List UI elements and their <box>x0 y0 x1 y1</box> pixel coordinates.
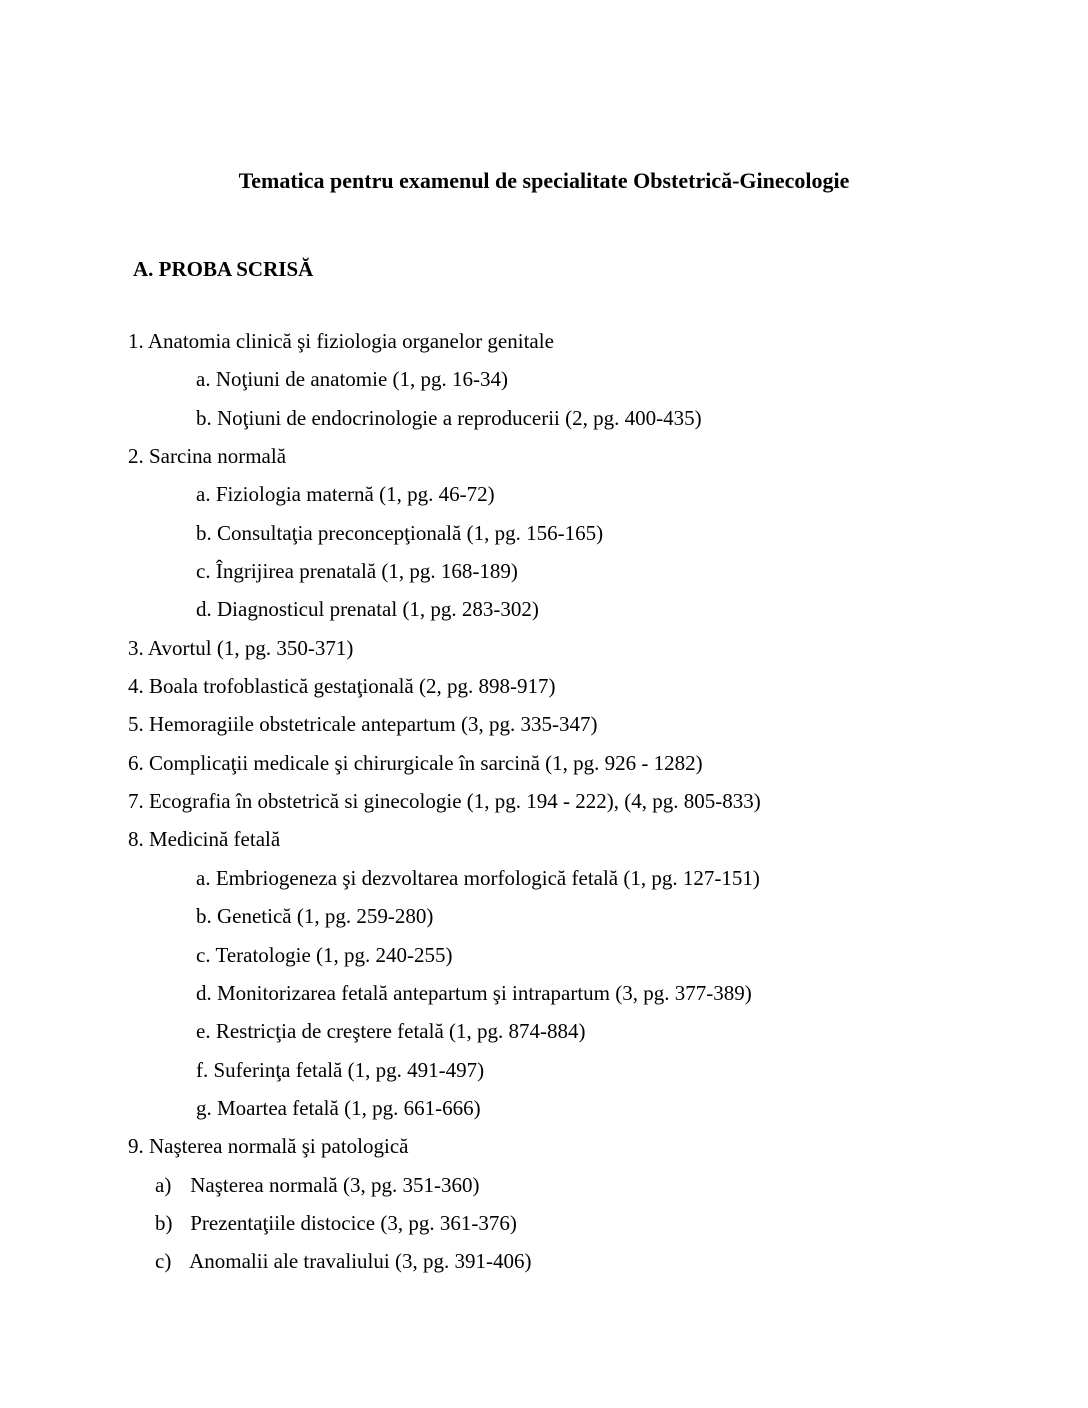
list-item <box>196 514 988 552</box>
list-item <box>196 1051 988 1089</box>
list-item <box>128 437 988 475</box>
list-item-text: Fiziologia maternă (1, pg. 46-72) <box>215 482 495 507</box>
list-item-text: Naşterea normală şi patologică <box>149 1134 409 1159</box>
list-item <box>128 667 988 705</box>
list-item-marker: b. <box>196 405 212 430</box>
list-item-text: Diagnosticul prenatal (1, pg. 283-302) <box>217 597 539 622</box>
list-item-marker: 2. <box>128 444 144 469</box>
list-item-text: Monitorizarea fetală antepartum şi intrapartum (3, pg. 377-389) <box>217 980 752 1005</box>
list-item-marker: e. <box>196 1019 211 1044</box>
list-item <box>196 399 988 437</box>
list-item-text: Boala trofoblastică gestaţională (2, pg. 898-917) <box>149 674 556 699</box>
list-item-text: Naşterea normală (3, pg. 351-360) <box>190 1172 480 1197</box>
list-item-marker: g. <box>196 1095 212 1120</box>
list-item-text: Medicină fetală <box>149 827 281 852</box>
list-item-marker: a. <box>196 482 211 507</box>
list-item-text: Îngrijirea prenatală (1, pg. 168-189) <box>215 559 518 584</box>
list-item <box>128 322 988 360</box>
list-item <box>196 936 988 974</box>
list-item-text: Complicaţii medicale şi chirurgicale în sarcină (1, pg. 926 - 1282) <box>149 750 703 775</box>
list-item-marker: c. <box>196 942 211 967</box>
list-item-text: Anomalii ale travaliului (3, pg. 391-406) <box>189 1249 532 1274</box>
list-item-text: Hemoragiile obstetricale antepartum (3, pg. 335-347) <box>149 712 598 737</box>
topic-list <box>128 322 988 1281</box>
list-item-text: Noţiuni de anatomie (1, pg. 16-34) <box>215 367 509 392</box>
list-item-marker: f. <box>196 1057 209 1082</box>
list-item-text: Teratologie (1, pg. 240-255) <box>215 942 453 967</box>
list-item <box>196 1012 988 1050</box>
list-item <box>155 1204 988 1242</box>
list-item-text: Noţiuni de endocrinologie a reproducerii (2, pg. 400-435) <box>217 405 702 430</box>
list-item-marker: b. <box>196 904 212 929</box>
list-item-text: Moartea fetală (1, pg. 661-666) <box>217 1095 481 1120</box>
list-item-marker: c) <box>155 1249 172 1274</box>
list-item <box>196 974 988 1012</box>
list-item-text: Sarcina normală <box>149 444 287 469</box>
list-item <box>155 1166 988 1204</box>
list-item-marker: b. <box>196 520 212 545</box>
list-item-marker: 3. <box>128 635 144 660</box>
list-item-text: Genetică (1, pg. 259-280) <box>217 904 434 929</box>
list-item-marker: a. <box>196 865 211 890</box>
list-item-text: Restricţia de creştere fetală (1, pg. 874-884) <box>215 1019 586 1044</box>
list-item <box>196 475 988 513</box>
section-heading: A. PROBA SCRISĂ <box>133 257 314 281</box>
list-item <box>128 629 988 667</box>
list-item <box>128 820 988 858</box>
list-item-text: Prezentaţiile distocice (3, pg. 361-376) <box>190 1210 517 1235</box>
list-item-text: Avortul (1, pg. 350-371) <box>147 635 354 660</box>
list-item <box>128 705 988 743</box>
list-item <box>128 1127 988 1165</box>
list-item-text: Consultaţia preconcepţională (1, pg. 156-165) <box>217 520 604 545</box>
list-item-text: Ecografia în obstetrică si ginecologie (1, pg. 194 - 222), (4, pg. 805-833) <box>149 789 761 814</box>
list-item-marker: 6. <box>128 750 144 775</box>
list-item <box>196 859 988 897</box>
list-item <box>128 744 988 782</box>
list-item <box>196 590 988 628</box>
list-item <box>196 1089 988 1127</box>
list-item <box>196 897 988 935</box>
list-item-marker: a) <box>155 1172 172 1197</box>
list-item-text: Embriogeneza şi dezvoltarea morfologică fetală (1, pg. 127-151) <box>215 865 760 890</box>
list-item-text: Suferinţa fetală (1, pg. 491-497) <box>213 1057 485 1082</box>
list-item-marker: 7. <box>128 789 144 814</box>
list-item <box>196 360 988 398</box>
list-item-text: Anatomia clinică şi fiziologia organelor genitale <box>147 329 554 353</box>
list-item <box>128 782 988 820</box>
list-item-marker: d. <box>196 597 212 622</box>
list-item-marker: a. <box>196 367 211 392</box>
list-item-marker: 8. <box>128 827 144 852</box>
document-title: Tematica pentru examenul de specialitate Obstetrică-Ginecologie <box>238 168 850 193</box>
list-item <box>155 1242 988 1280</box>
list-item-marker: b) <box>155 1210 173 1235</box>
list-item <box>196 552 988 590</box>
list-item-marker: d. <box>196 980 212 1005</box>
list-item-marker: 4. <box>128 674 144 699</box>
list-item-marker: 5. <box>128 712 144 737</box>
list-item-marker: 9. <box>128 1134 144 1159</box>
list-item-marker: 1. <box>128 329 144 353</box>
list-item-marker: c. <box>196 559 211 584</box>
